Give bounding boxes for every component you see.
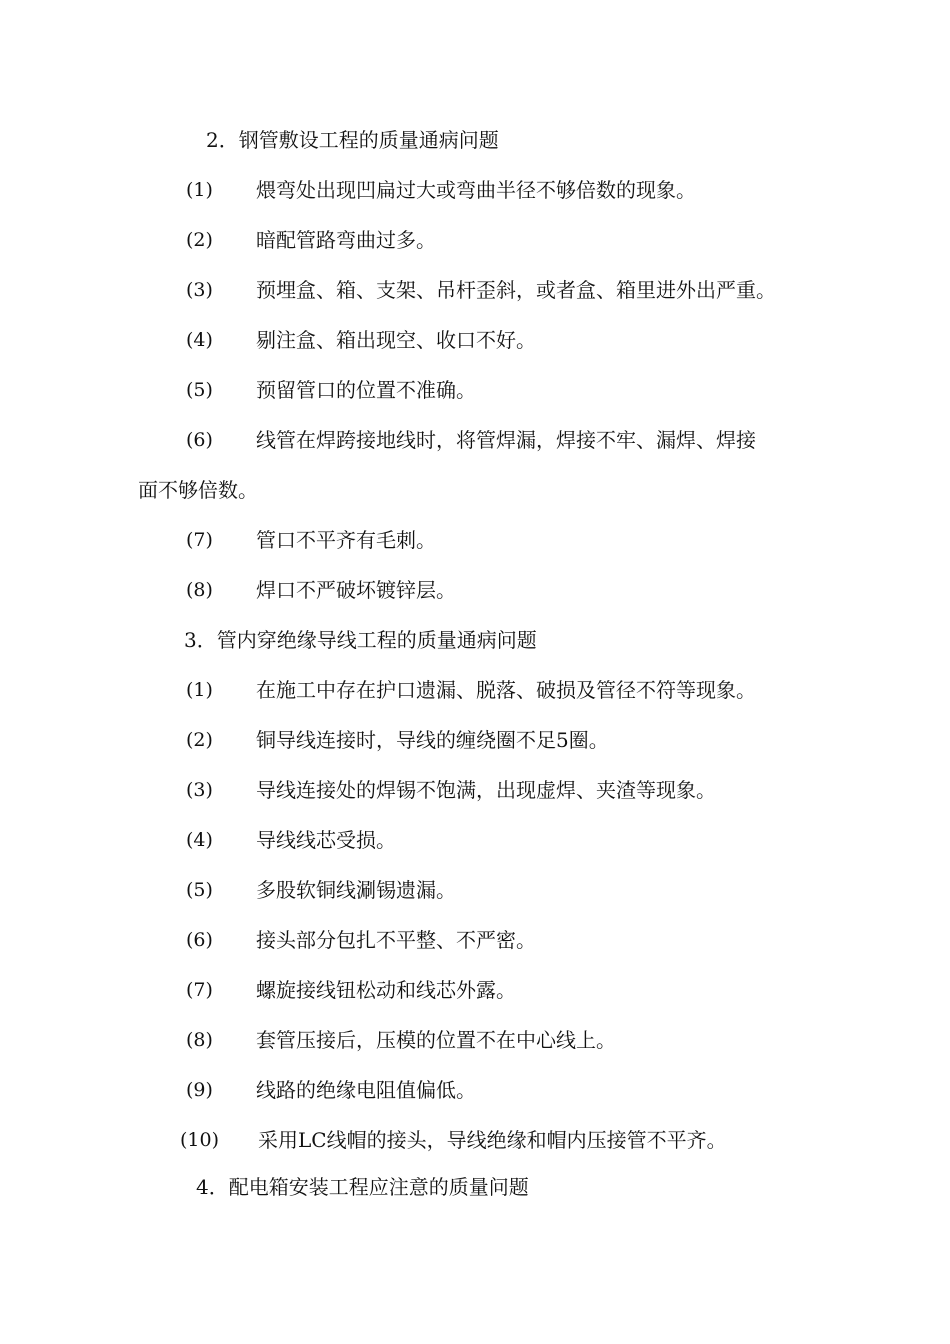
list-item: 在施工中存在护口遗漏、脱落、破损及管径不符等现象。	[256, 678, 756, 702]
item-number: (7)	[186, 529, 213, 551]
item-number: (2)	[186, 729, 213, 751]
item-number: (3)	[186, 779, 213, 801]
item-number: (5)	[186, 879, 213, 901]
list-item: 预埋盒、箱、支架、吊杆歪斜，或者盒、箱里进外出严重。	[256, 278, 776, 302]
item-number: (1)	[186, 679, 213, 701]
item-number: (3)	[186, 279, 213, 301]
list-item: 多股软铜线涮锡遗漏。	[256, 878, 456, 902]
list-item: 煨弯处出现凹扁过大或弯曲半径不够倍数的现象。	[256, 178, 696, 202]
list-item: 采用LC线帽的接头，导线绝缘和帽内压接管不平齐。	[258, 1128, 727, 1152]
item-number: (1)	[186, 179, 213, 201]
list-item: 铜导线连接时，导线的缠绕圈不足5圈。	[256, 728, 609, 752]
section-2-heading: 2．钢管敷设工程的质量通病问题	[206, 128, 499, 152]
list-item: 螺旋接线钮松动和线芯外露。	[256, 978, 516, 1002]
list-item: 预留管口的位置不准确。	[256, 378, 476, 402]
list-item-continuation: 面不够倍数。	[138, 478, 258, 502]
item-number: (6)	[186, 929, 213, 951]
item-number: (5)	[186, 379, 213, 401]
list-item: 接头部分包扎不平整、不严密。	[256, 928, 536, 952]
item-number: (10)	[180, 1129, 220, 1151]
list-item: 导线线芯受损。	[256, 828, 396, 852]
list-item: 管口不平齐有毛刺。	[256, 528, 436, 552]
list-item: 导线连接处的焊锡不饱满，出现虚焊、夹渣等现象。	[256, 778, 716, 802]
list-item: 焊口不严破坏镀锌层。	[256, 578, 456, 602]
list-item: 剔注盒、箱出现空、收口不好。	[256, 328, 536, 352]
section-3-heading: 3．管内穿绝缘导线工程的质量通病问题	[184, 628, 537, 652]
section-4-heading: 4．配电箱安装工程应注意的质量问题	[196, 1175, 529, 1199]
list-item: 线路的绝缘电阻值偏低。	[256, 1078, 476, 1102]
item-number: (7)	[186, 979, 213, 1001]
list-item: 线管在焊跨接地线时，将管焊漏，焊接不牢、漏焊、焊接	[256, 428, 756, 452]
item-number: (4)	[186, 829, 213, 851]
item-number: (2)	[186, 229, 213, 251]
item-number: (9)	[186, 1079, 213, 1101]
item-number: (4)	[186, 329, 213, 351]
list-item: 暗配管路弯曲过多。	[256, 228, 436, 252]
list-item: 套管压接后，压模的位置不在中心线上。	[256, 1028, 616, 1052]
item-number: (6)	[186, 429, 213, 451]
item-number: (8)	[186, 1029, 213, 1051]
item-number: (8)	[186, 579, 213, 601]
